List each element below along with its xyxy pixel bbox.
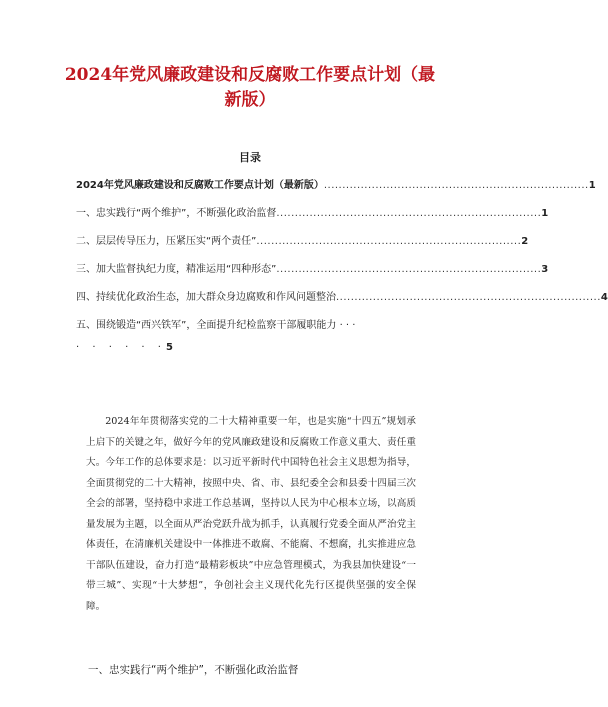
toc-entry-section-5[interactable]	[76, 318, 428, 355]
toc-page-number: 4	[600, 292, 608, 303]
toc-entry-section-3[interactable]	[76, 262, 549, 277]
section-1-heading: 一、忠实践行“两个维护”，不断强化政治监督	[88, 664, 299, 676]
toc-entry-text: 二、层层传导压力，压紧压实“两个责任”	[76, 236, 257, 247]
toc-entry-section-2[interactable]	[76, 234, 529, 249]
toc-entry-text: 四、持续优化政治生态，加大群众身边腐败和作风问题整治	[76, 292, 336, 303]
toc-entry-section-4[interactable]	[76, 290, 608, 305]
toc-leader-dots-continued: · · · · · ·5	[76, 342, 178, 353]
intro-paragraph: 2024年年贯彻落实党的二十大精神重要一年，也是实施“十四五”规划承上启下的关键之年，做好今年的党风廉政建设和反腐败工作意义重大、责任重大。今年工作的总体要求是：以习近平新时代中国特色社会主义思想为指导，全面贯彻党的二十大精神，按照中央、省、市、县纪委全会和县委十四届三次全会的部署，坚持稳中求进工作总基调，坚持以人民为中心根本立场，以高质量发展为主题，以全面从严治党跃升战为抓手，认真履行党委全面从严治党主体责任，在清廉机关建设中一体推进不敢腐、不能腐、不想腐，扎实推进应急干部队伍建设，奋力打造“最精彩板块”中应急管理模式，为我县加快建设“一带三城”、实现“十大梦想”，争创社会主义现代化先行区提供坚强的安全保障。	[86, 416, 416, 612]
toc-leader-dots: ........................................................................	[336, 292, 601, 303]
table-of-contents	[76, 178, 608, 368]
toc-entry-text: 三、加大监督执纪力度，精准运用“四种形态”	[76, 264, 277, 275]
document-title: 2024年党风廉政建设和反腐败工作要点计划（最新版）	[64, 65, 436, 110]
toc-page-number: 5	[165, 342, 178, 353]
toc-entry-text: 五、围绕锻造“西兴铁军”，全面提升纪检监察干部履职能力	[76, 320, 337, 331]
toc-entry-text: 一、忠实践行“两个维护”，不断强化政治监督	[76, 208, 277, 219]
toc-entry-section-1[interactable]	[76, 206, 549, 221]
toc-entry-text: 2024年党风廉政建设和反腐败工作要点计划（最新版）	[76, 180, 324, 191]
toc-page-number: 1	[541, 208, 549, 219]
toc-page-number: 2	[521, 236, 529, 247]
toc-leader-dots: ........................................................................	[276, 208, 542, 219]
toc-leader-dots: ........................................................................	[256, 236, 522, 247]
toc-leader-dots: ........................................................................	[276, 264, 542, 275]
toc-heading: 目录	[239, 151, 261, 164]
toc-page-number: 3	[541, 264, 549, 275]
toc-leader-dots: ........................................................................	[323, 180, 589, 191]
toc-leader-dots: · · ·	[339, 320, 356, 331]
toc-entry-title[interactable]	[76, 178, 596, 193]
toc-page-number: 1	[588, 180, 596, 191]
